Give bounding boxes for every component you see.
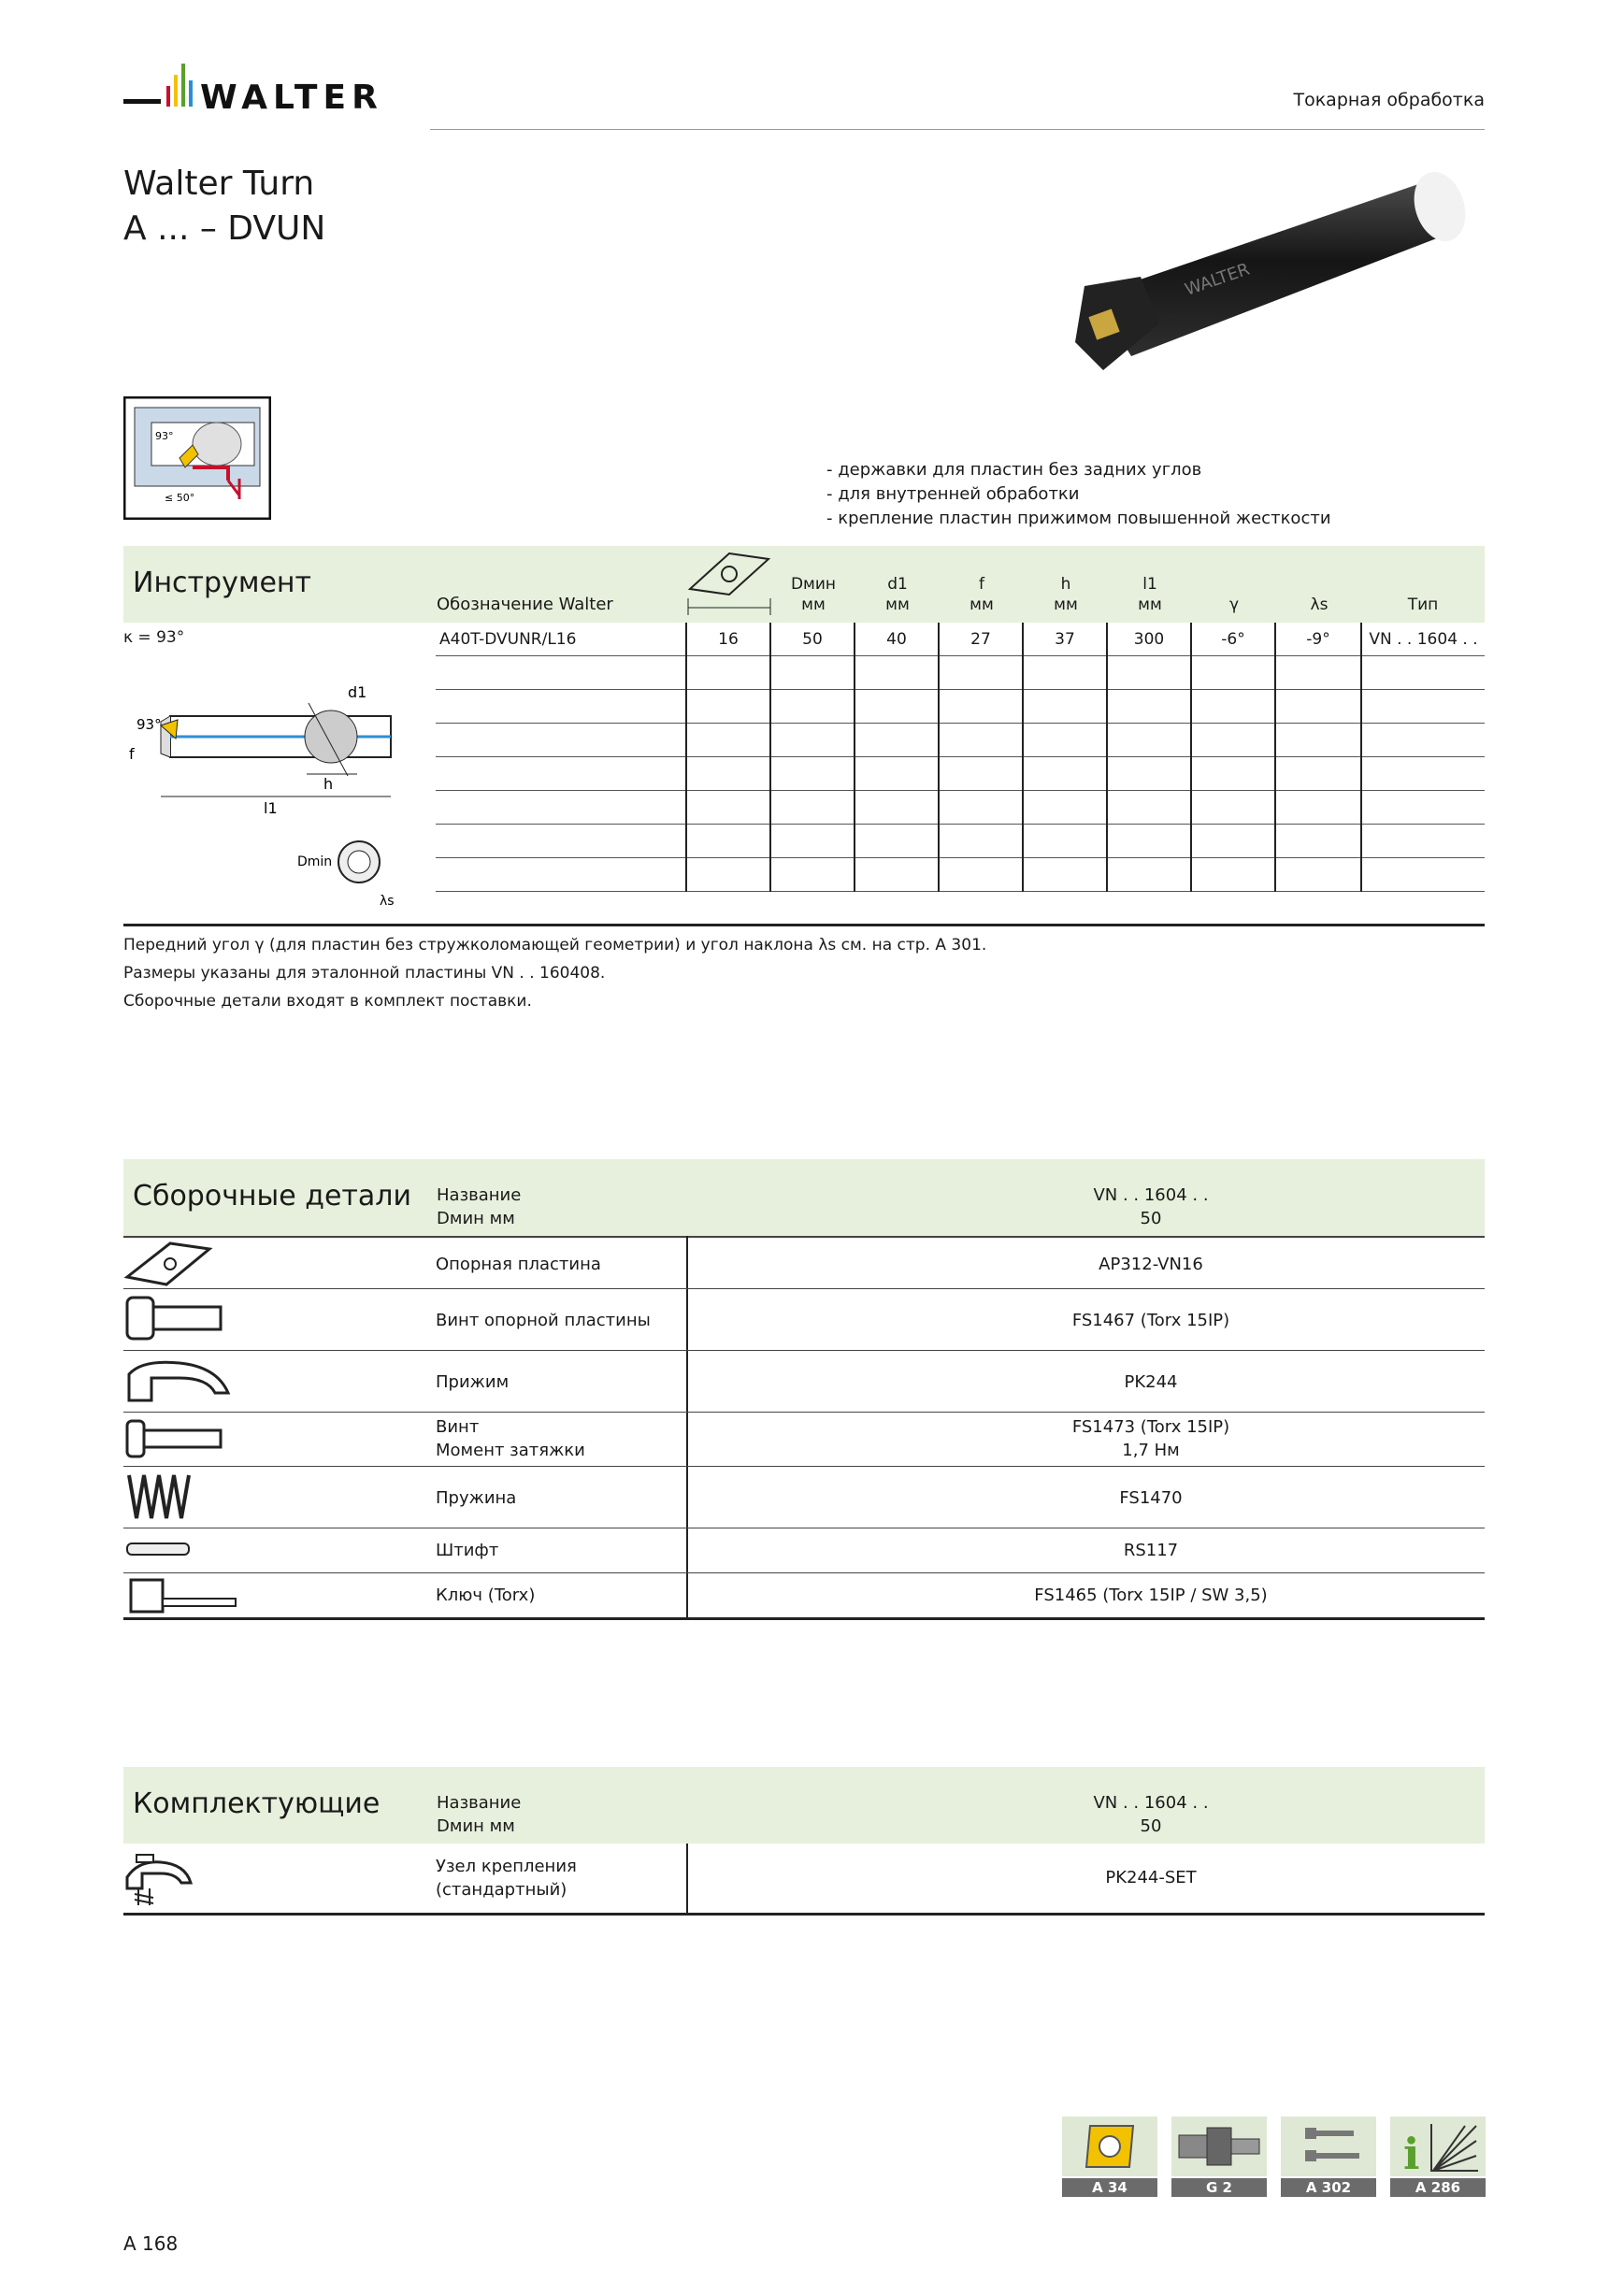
cell-lambda: -9°: [1275, 623, 1361, 656]
col-header-d1: d1 мм: [885, 575, 910, 614]
table-row-empty: [436, 757, 1485, 791]
ref-tile-parts[interactable]: [1281, 2117, 1376, 2197]
svg-text:WALTER: WALTER: [1182, 259, 1253, 300]
assembly-row-clamp: Прижим PK244: [123, 1354, 1485, 1408]
parts-icon: [1281, 2117, 1376, 2176]
col-header-f: f мм: [969, 575, 994, 614]
sketch-angle2-label: ≤ 50°: [165, 492, 195, 504]
accessories-row-clamp-set: Узел крепления (стандартный) PK244-SET: [123, 1847, 1485, 1911]
accessories-section-title: Комплектующие: [133, 1787, 381, 1820]
assembly-row-screw: Винт Момент затяжки FS1473 (Torx 15IP) 1,7 Нм: [123, 1413, 1485, 1466]
dim-h: h: [323, 775, 334, 793]
cell-h: 37: [1023, 623, 1107, 656]
info-chart-icon: [1390, 2117, 1486, 2176]
screw-icon: [123, 1413, 226, 1464]
svg-text:i: i: [1403, 2129, 1420, 2176]
dim-f: f: [129, 745, 135, 763]
pin-icon: [123, 1539, 194, 1559]
col-header-lambda: λs: [1310, 596, 1329, 614]
note-parts-included: Сборочные детали входят в комплект поставки.: [123, 992, 532, 1011]
ref-label: G 2: [1171, 2178, 1267, 2197]
kappa-label: κ = 93°: [123, 628, 185, 647]
assembly-row-shim-screw: Винт опорной пластины FS1467 (Torx 15IP): [123, 1292, 1485, 1348]
cell-d1: 40: [855, 623, 939, 656]
note-reference-insert: Размеры указаны для эталонной пластины VN . . 160408.: [123, 964, 606, 983]
tool-table-bottom-rule: [123, 924, 1485, 926]
table-row-empty: [436, 656, 1485, 690]
tool-table: [436, 623, 1485, 892]
accessories-col-labels: Название Dмин мм: [437, 1793, 522, 1836]
adapter-icon: [1171, 2117, 1267, 2176]
page-title: Walter Turn: [123, 165, 315, 203]
clamp-set-icon: [123, 1851, 194, 1907]
assembly-row-spring: Пружина FS1470: [123, 1470, 1485, 1528]
insert-shape-icon: [686, 550, 772, 617]
cell-insert-size: 16: [686, 623, 770, 656]
assembly-insert-header: VN . . 1604 . . 50: [1093, 1185, 1209, 1228]
dim-d1: d1: [348, 683, 367, 701]
row-divider: [123, 1236, 1485, 1238]
table-row: [436, 623, 1485, 656]
col-header-h: h мм: [1054, 575, 1078, 614]
dim-lambda: λs: [380, 894, 395, 909]
col-header-dmin: Dмин мм: [790, 575, 837, 614]
shim-icon: [123, 1240, 213, 1288]
assembly-row-shim: Опорная пластина AP312-VN16: [123, 1240, 1485, 1290]
col-header-l1: l1 мм: [1138, 575, 1162, 614]
accessories-bottom-rule: [123, 1913, 1485, 1916]
dim-l1: l1: [264, 799, 278, 817]
ref-tile-insert[interactable]: [1062, 2117, 1157, 2197]
tool-dimension-drawing: [123, 673, 404, 916]
ref-tile-info[interactable]: [1390, 2117, 1486, 2197]
cell-f: 27: [939, 623, 1023, 656]
torx-key-icon: [123, 1574, 239, 1615]
feature-item: - крепление пластин прижимом повышенной жесткости: [826, 507, 1331, 531]
insert-icon: [1062, 2117, 1157, 2176]
dim-angle: 93°: [136, 716, 162, 733]
cell-dmin: 50: [770, 623, 855, 656]
tool-section-title: Инструмент: [133, 567, 312, 599]
ref-tile-adapter[interactable]: [1171, 2117, 1267, 2197]
shim-screw-icon: [123, 1292, 226, 1344]
assembly-row-key: Ключ (Torx) FS1465 (Torx 15IP / SW 3,5): [123, 1574, 1485, 1617]
col-header-gamma: γ: [1228, 596, 1240, 614]
page-subtitle: A ... – DVUN: [123, 209, 326, 248]
brand-wordmark: WALTER: [200, 79, 383, 117]
feature-item: - для внутренней обработки: [826, 482, 1331, 507]
assembly-row-pin: Штифт RS117: [123, 1531, 1485, 1572]
ref-label: A 34: [1062, 2178, 1157, 2197]
table-row-empty: [436, 858, 1485, 892]
assembly-section-title: Сборочные детали: [133, 1180, 411, 1213]
note-rake-angle: Передний угол γ (для пластин без стружколомающей геометрии) и угол наклона λs см. на стр. A 301.: [123, 936, 987, 954]
table-row-empty: [436, 690, 1485, 724]
assembly-col-labels: Название Dмин мм: [437, 1185, 522, 1228]
table-row-empty: [436, 825, 1485, 858]
page-number: A 168: [123, 2232, 179, 2255]
clamp-icon: [123, 1356, 236, 1406]
cell-type: VN . . 1604 . .: [1361, 623, 1485, 656]
ref-label: A 302: [1281, 2178, 1376, 2197]
designation-column-header: Обозначение Walter: [437, 595, 613, 614]
ref-label: A 286: [1390, 2178, 1486, 2197]
cell-designation: A40T-DVUNR/L16: [436, 623, 686, 656]
col-header-type: Тип: [1407, 596, 1439, 614]
cell-gamma: -6°: [1191, 623, 1275, 656]
sketch-angle-label: 93°: [155, 430, 174, 442]
cell-l1: 300: [1107, 623, 1191, 656]
header-divider: [430, 129, 1485, 130]
assembly-bottom-rule: [123, 1617, 1485, 1620]
section-label: Токарная обработка: [1293, 90, 1485, 110]
operation-sketch: [123, 396, 271, 520]
spring-icon: [123, 1470, 194, 1524]
toolholder-photo: [1066, 155, 1477, 389]
feature-list: [826, 458, 1331, 531]
feature-item: - державки для пластин без задних углов: [826, 458, 1331, 482]
table-row-empty: [436, 791, 1485, 825]
dim-dmin: Dmin: [297, 854, 333, 869]
table-row-empty: [436, 724, 1485, 757]
accessories-insert-header: VN . . 1604 . . 50: [1093, 1793, 1209, 1836]
